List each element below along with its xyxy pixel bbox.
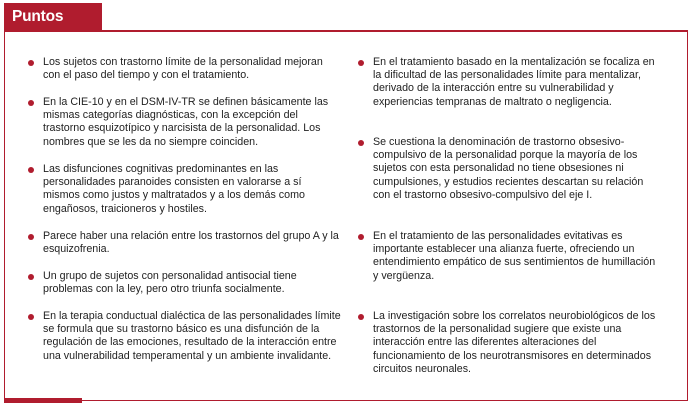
key-point	[371, 310, 663, 376]
key-point	[371, 230, 663, 283]
key-point-text: Un grupo de sujetos con personalidad antisocial tiene problemas con la ley, pero otro triunfa socialmente.	[43, 270, 297, 296]
key-point	[41, 270, 341, 296]
bullet-icon	[28, 234, 34, 240]
key-point	[41, 96, 341, 149]
key-point-text: Se cuestiona la denominación de trastorno obsesivo-compulsivo de la personalidad porque la mayoría de los sujetos con esta personalidad no tiene obsesiones ni cumpulsiones, y estudios recientes descartan su relación con el trastorno obsesivo-compulsivo del eje I.	[373, 136, 644, 201]
key-point-text: Los sujetos con trastorno límite de la personalidad mejoran con el paso del tiempo y con el tratamiento.	[43, 56, 323, 82]
bullet-icon	[358, 60, 364, 66]
key-point-text: En el tratamiento basado en la mentalización se focaliza en la dificultad de las personalidades límite para mentalizar, derivado de la interacción entre su vulnerabilidad y experiencias tempranas de maltrato o negligencia.	[373, 56, 655, 108]
bullet-icon	[28, 274, 34, 280]
bullet-icon	[358, 314, 364, 320]
bullet-icon	[358, 140, 364, 146]
key-point-text: En el tratamiento de las personalidades evitativas es importante establecer una alianza fuerte, ofreciendo un entendimiento empático de sus sentimientos de humillación y vergüenza.	[373, 230, 656, 282]
key-point	[41, 163, 341, 216]
key-point-text: En la CIE-10 y en el DSM-IV-TR se definen básicamente las mismas categorías diagnósticas, con la excepción del trastorno esquizotípico y narcisista de la personalidad. Los nombres que se les da no siempre coinciden.	[43, 96, 329, 148]
key-point-text: En la terapia conductual dialéctica de las personalidades límite se formula que su trastorno básico es una disfunción de la regulación de las emociones, resultado de la interacción entre una vulnerabilidad temperamental y un ambiente invalidante.	[43, 310, 341, 362]
key-point-text: Las disfunciones cognitivas predominantes en las personalidades paranoides consisten en valorarse a sí mismos como justos y maltratados y a los demás como engañosos, traicioneros y hostiles.	[43, 163, 305, 215]
key-point	[41, 56, 341, 82]
bullet-icon	[28, 314, 34, 320]
key-point-text: La investigación sobre los correlatos neurobiológicos de los trastornos de la personalidad sugiere que existe una interacción entre las diferentes alteraciones del funcionamiento de los neurotransmisores en determinados circuitos neuronales.	[373, 310, 656, 375]
key-point	[41, 310, 341, 363]
bullet-icon	[28, 167, 34, 173]
bullet-icon	[358, 234, 364, 240]
bullet-icon	[28, 100, 34, 106]
bottom-accent-bar	[4, 398, 82, 403]
key-point	[41, 230, 341, 256]
key-point	[371, 56, 663, 109]
bullet-icon	[28, 60, 34, 66]
key-point	[371, 136, 663, 202]
section-title: Puntos clave	[4, 3, 102, 31]
key-points-box	[4, 32, 688, 401]
key-point-text: Parece haber una relación entre los trastornos del grupo A y la esquizofrenia.	[43, 230, 339, 256]
